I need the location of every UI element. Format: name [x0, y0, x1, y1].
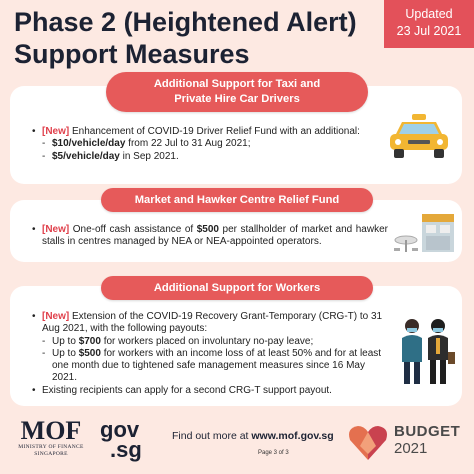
website-link[interactable]: www.mof.gov.sg	[251, 430, 334, 442]
new-tag: [New]	[42, 311, 70, 322]
list-item-text: for workers placed on involuntary no-pay leave;	[100, 335, 314, 347]
budget-heart-icon	[346, 420, 390, 464]
amount-text: $10/vehicle/day	[52, 138, 126, 150]
workers-icon	[396, 316, 456, 388]
list-item	[32, 311, 388, 336]
list-item-text: in Sep 2021.	[119, 150, 179, 162]
page-title	[14, 6, 374, 70]
section-title-hawker-text: Market and Hawker Centre Relief Fund	[134, 193, 340, 206]
list-item-text: for workers with an income loss of at least 50% and for at least one month due to tightened safe management measures since 16 May 2021.	[52, 347, 382, 384]
mof-logo-country: SINGAPORE	[34, 451, 68, 457]
list-subitem	[32, 336, 388, 348]
section-title-taxi	[106, 72, 368, 112]
section-body-taxi	[32, 126, 372, 163]
section-body-hawker	[32, 224, 388, 249]
list-subitem	[32, 348, 388, 385]
list-item	[32, 126, 372, 138]
updated-badge-date: 23 Jul 2021	[396, 24, 462, 38]
gov-sg-logo-line1: gov	[100, 417, 140, 442]
list-subitem	[32, 151, 372, 163]
page-title-line1: Phase 2 (Heightened Alert)	[14, 7, 357, 37]
list-item	[32, 224, 388, 249]
section-title-taxi-line1: Additional Support for Taxi and	[153, 78, 321, 90]
section-body-workers	[32, 311, 388, 397]
list-subitem	[32, 138, 372, 150]
page-number: Page 3 of 3	[258, 450, 289, 456]
taxi-icon	[386, 112, 452, 162]
new-tag: [New]	[42, 126, 70, 137]
amount-text: $700	[78, 335, 101, 347]
section-title-workers-text: Additional Support for Workers	[153, 281, 321, 294]
amount-text: $5/vehicle/day	[52, 150, 120, 162]
list-item-text: per stallholder of market and hawker stalls in centres managed by NEA or NEA-appointed operators.	[42, 224, 388, 248]
list-item-text: from 22 Jul to 31 Aug 2021;	[125, 138, 251, 150]
new-tag: [New]	[42, 224, 70, 235]
budget-logo	[394, 424, 460, 458]
mof-logo-subtitle: MINISTRY OF FINANCE	[18, 444, 84, 450]
hawker-stall-icon	[392, 210, 458, 258]
updated-badge	[384, 0, 474, 48]
gov-sg-logo-line2: .sg	[110, 437, 142, 462]
list-item-text: Up to	[52, 347, 79, 359]
find-out-more	[172, 430, 334, 442]
mof-logo	[12, 418, 90, 458]
find-out-text: Find out more at	[172, 430, 252, 442]
amount-text: $500	[196, 224, 219, 235]
list-item-text: Up to	[52, 335, 79, 347]
section-title-taxi-line2: Private Hire Car Drivers	[174, 93, 300, 105]
list-item-text: Extension of the COVID-19 Recovery Grant-Temporary (CRG-T) to 31 Aug 2021, with the following payouts:	[42, 311, 383, 335]
amount-text: $500	[78, 347, 101, 359]
budget-year: 2021	[394, 440, 428, 457]
gov-sg-logo	[100, 417, 150, 462]
page-title-line2: Support Measures	[14, 39, 250, 69]
section-title-workers	[101, 276, 373, 300]
list-item-text: One-off cash assistance of	[69, 224, 197, 235]
mof-logo-text: MOF	[20, 416, 82, 445]
updated-badge-label: Updated	[405, 7, 453, 21]
list-item-text: Existing recipients can apply for a second CRG-T support payout.	[42, 384, 332, 396]
list-item-text: Enhancement of COVID-19 Driver Relief Fund with an additional:	[69, 126, 360, 137]
list-item	[32, 385, 388, 397]
section-title-hawker	[101, 188, 373, 212]
budget-word: BUDGET	[394, 423, 461, 440]
